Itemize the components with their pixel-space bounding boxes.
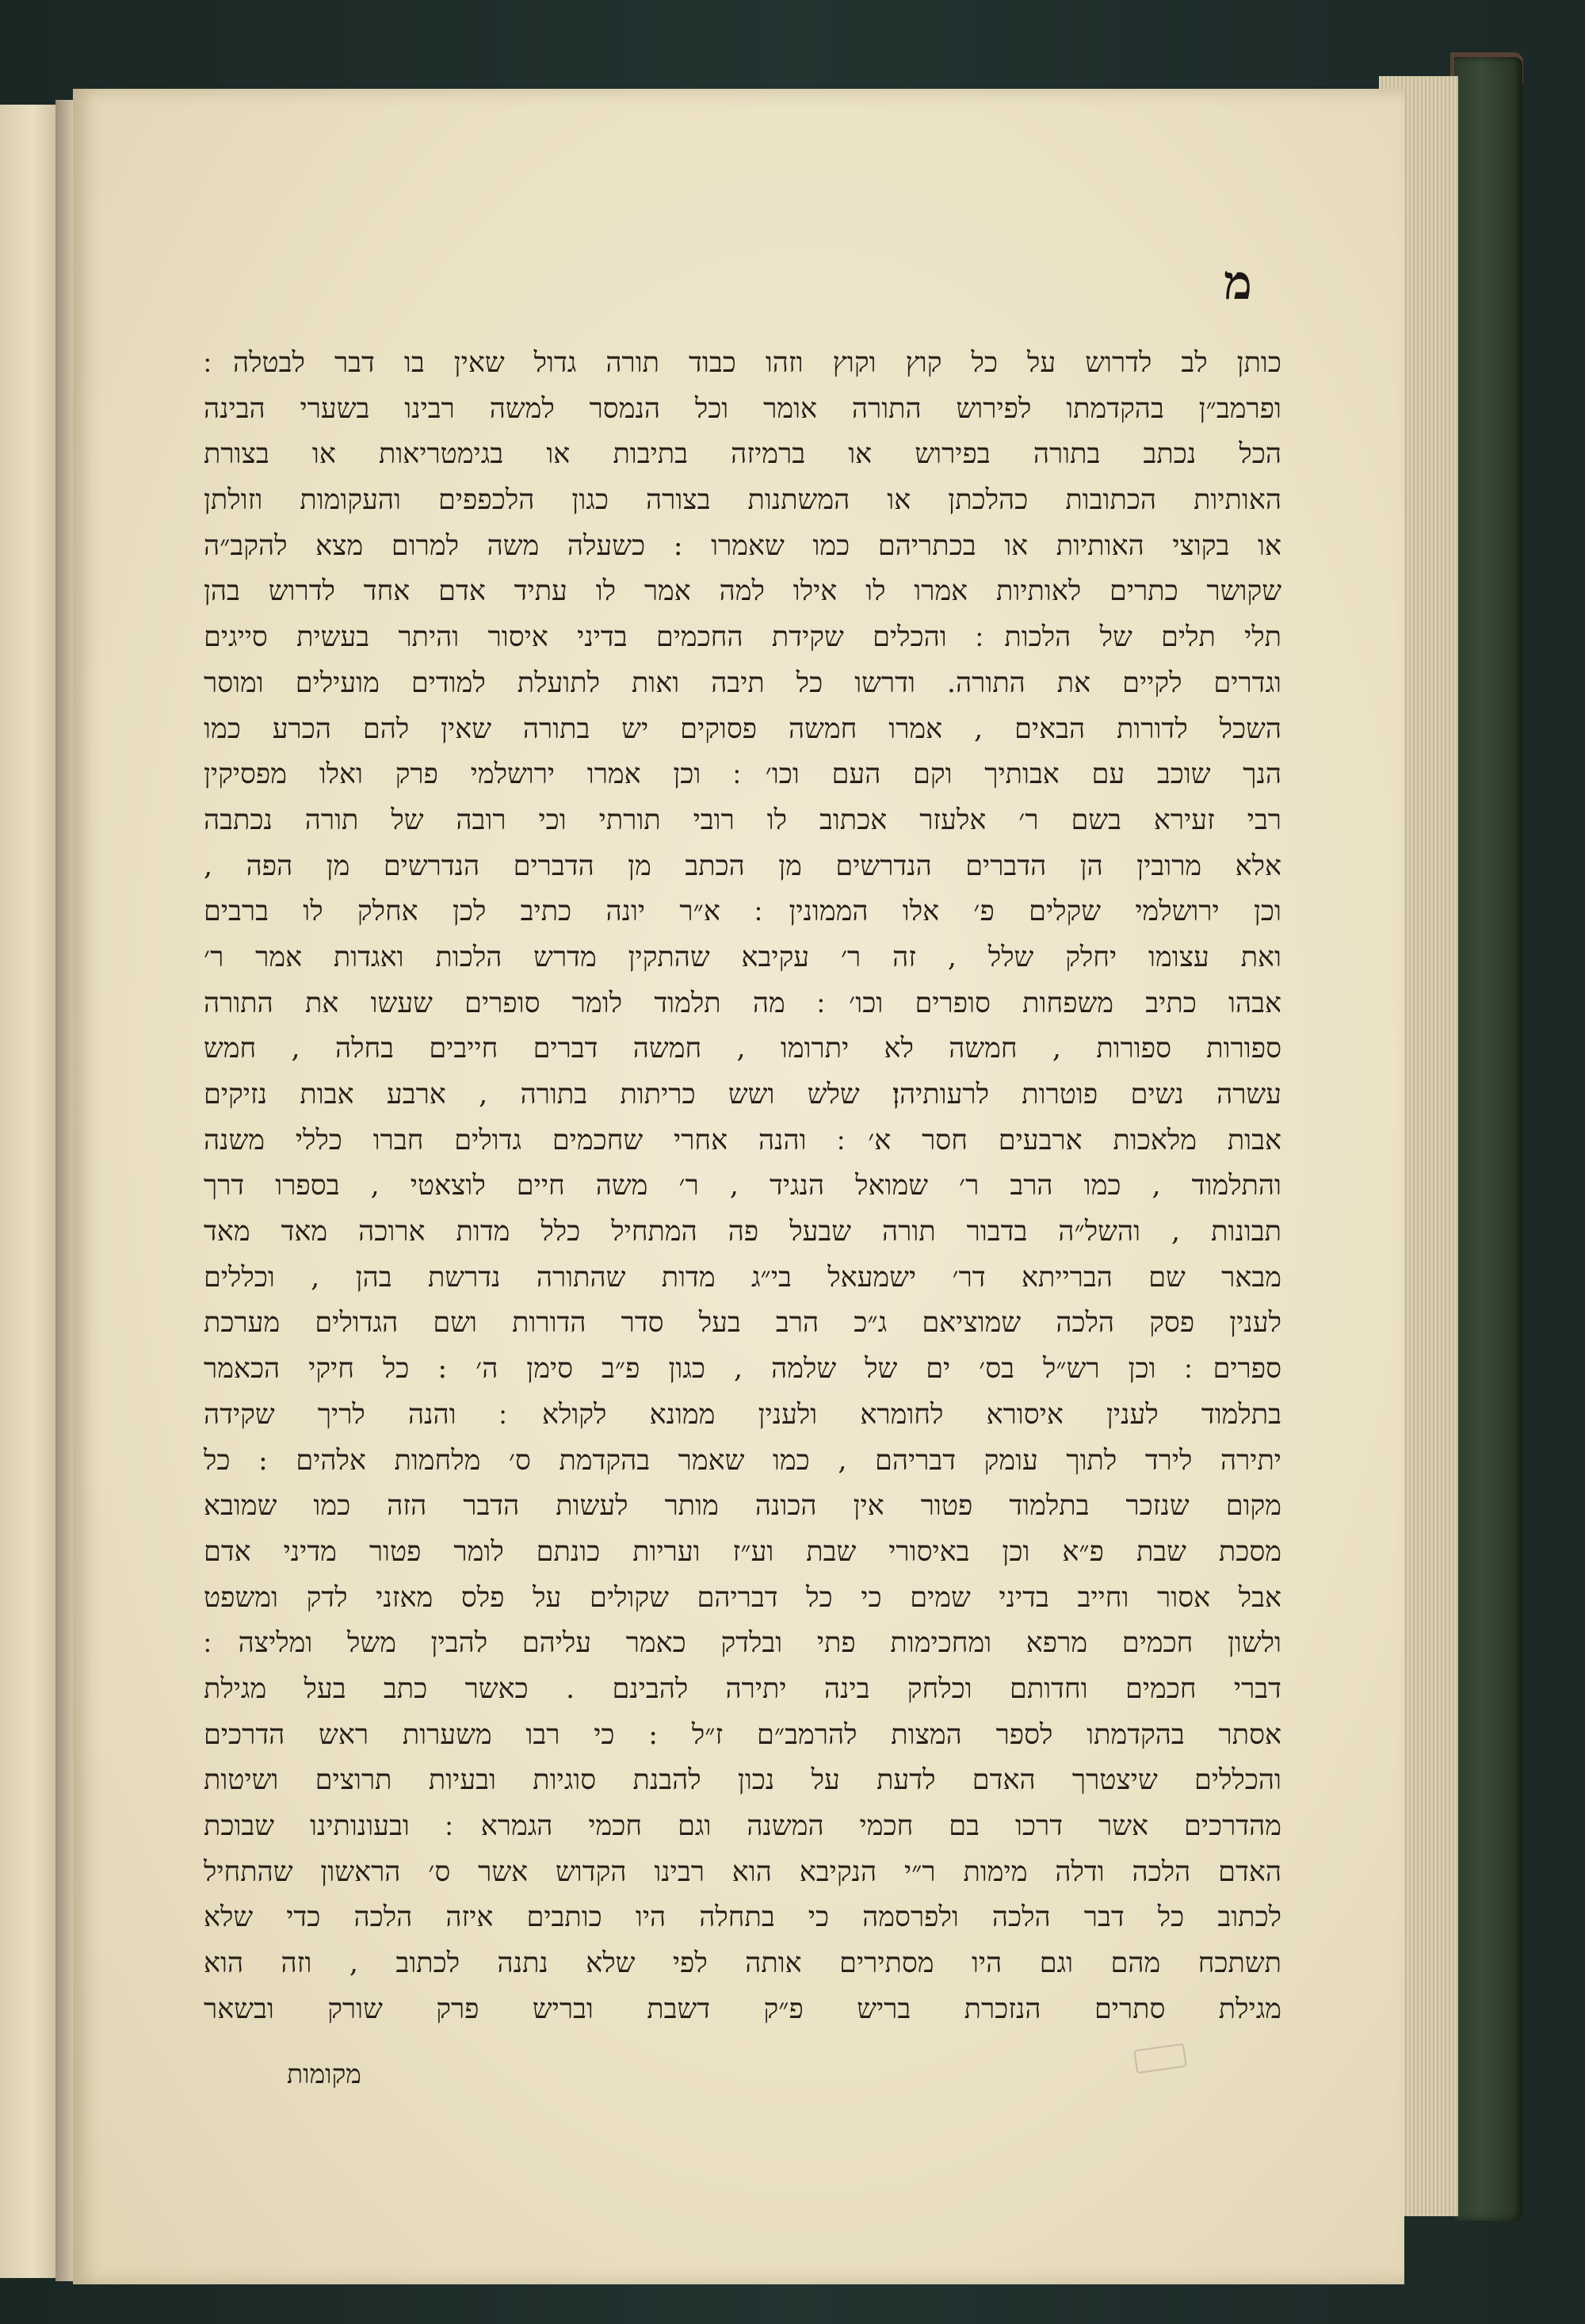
text-line: הנך שוכב עם אבותיך וקם העם וכו׳ ׃ וכן אמרו ירושלמי פרק ואלו מפסיקין [204, 759, 1281, 791]
text-line: לענין פסק הלכה שמוציאם ג״כ הרב בעל סדר הדורות ושם הגדולים מערכת [204, 1307, 1281, 1340]
text-line: מגילת סתרים הנזכרת בריש פ״ק דשבת ובריש פרק שורק ובשאר [204, 1993, 1281, 2025]
page-text-block [204, 341, 1281, 2032]
text-line: דברי חכמים וחדותם וכלחק בינה יתירה להבינם . כאשר כתב בעל מגילת [204, 1672, 1281, 1705]
text-line: האדם הלכה ודלה מימות ר״י הנקיבא הוא רבינו הקדוש אשר ס׳ הראשון שהתחיל [204, 1856, 1281, 1888]
text-line: עשרה נשים פוטרות לרעותיהן׃ שלש ושש כריתות בתורה , ארבע אבות נזיקים [204, 1079, 1281, 1110]
text-line: לכתוב כל דבר הלכה ולפרסמה כי בתחלה היו כותבים איזה הלכה כדי שלא [204, 1902, 1281, 1934]
text-line: שקושר כתרים לאותיות אמרו לו אילו למה אמר לו עתיד אדם אחד לדרוש בהן [204, 575, 1281, 608]
text-line: אסתר בהקדמתו לספר המצות להרמב״ם ז״ל : כי רבו משערות ראש הדרכים [204, 1718, 1281, 1751]
text-line: מקום שנזכר בתלמוד פטור אין הכונה מותר לעשות הדבר הזה כמו שמובא [204, 1490, 1281, 1523]
text-line: ספורות ספורות , חמשה לא יתרומו , חמשה דברים חייבים בחלה , חמש [204, 1033, 1281, 1065]
text-line: הכל נכתב בתורה בפירוש או ברמיזה בתיבות או בגימטריאות או בצורת [204, 438, 1281, 471]
text-line: האותיות הכתובות כהלכתן או המשתנות בצורה כגון הלכפפים והעקומות וזולתן [204, 484, 1281, 517]
text-line: אלא מרובין הן הדברים הנדרשים מן הכתב מן הדברים הנדרשים מן הפה , [204, 850, 1281, 882]
text-line: כותן לב לדרוש על כל קוץ וקוץ וזהו כבוד תורה גדול שאין בו דבר לבטלה ׃ [204, 347, 1281, 379]
text-line: מבאר שם הברייתא דר׳ ישמעאל בי״ג מדות שהתורה נדרשת בהן , וכללים [204, 1261, 1281, 1294]
page-number: מ [1224, 255, 1252, 311]
text-line: וכן ירושלמי שקלים פ׳ אלו הממונין ׃ א״ר יונה כתיב לכן אחלק לו ברבים [204, 896, 1281, 928]
text-line: והתלמוד , כמו הרב ר׳ שמואל הנגיד , ר׳ משה חיים לוצאטי , בספרו דרך [204, 1170, 1281, 1202]
text-line: והכללים שיצטרך האדם לדעת על נכון להבנת סוגיות ובעיות תרוצים ושיטות [204, 1764, 1281, 1797]
book-cover [1454, 57, 1522, 2221]
book-gutter [55, 100, 73, 2281]
catchword: מקומות [287, 2058, 361, 2089]
text-line: תלי תלים של הלכות ׃ והכלים שקידת החכמים בדיני איסור והיתר בעשית סייגים [204, 621, 1281, 654]
text-line: ספרים ׃ וכן רש״ל בס׳ ים של שלמה , כגון פ״ב סימן ה׳ : כל חיקי הכאמר [204, 1353, 1281, 1386]
text-line: בתלמוד לענין איסורא לחומרא ולענין ממונא לקולא ׃ והנה לריך שקידה [204, 1398, 1281, 1431]
faint-stamp [1133, 2043, 1187, 2074]
book-page [73, 89, 1404, 2284]
text-line: אבות מלאכות ארבעים חסר א׳ ׃ והנה אחרי שחכמים גדולים חברו כללי משנה [204, 1124, 1281, 1156]
text-line: יתירה לירד לתוך עומק דבריהם , כמו שאמר בהקדמת ס׳ מלחמות אלהים : כל [204, 1444, 1281, 1477]
text-line: תבונות , והשל״ה בדבור תורה שבעל פה המתחיל כלל מדות ארוכה מאד מאד [204, 1216, 1281, 1248]
text-line: ואת עצומו יחלק שלל , זה ר׳ עקיבא שהתקין מדרש הלכות ואגדות אמר ר׳ [204, 941, 1281, 973]
text-line: השכל לדורות הבאים , אמרו חמשה פסוקים יש בתורה שאין להם הכרע כמו [204, 713, 1281, 745]
text-line: ולשון חכמים מרפא ומחכימות פתי ובלדק כאמר עליהם להבין משל ומליצה ׃ [204, 1627, 1281, 1660]
facing-page-edge [0, 105, 57, 2278]
text-line: מסכת שבת פ״א וכן באיסורי שבת וע״ז ועריות כונתם לומר פטור מדיני אדם [204, 1535, 1281, 1568]
text-line: ופרמב״ן בהקדמתו לפירוש התורה אומר וכל הנמסר למשה רבינו בשערי הבינה [204, 392, 1281, 425]
text-line: רבי זעירא בשם ר׳ אלעזר אכתוב לו רובי תורתי וכי רובה של תורה נכתבה [204, 804, 1281, 836]
text-line: אבהו כתיב משפחות סופרים וכו׳ ׃ מה תלמוד לומר סופרים שעשו את התורה [204, 987, 1281, 1019]
text-line: וגדרים לקיים את התורה. ודרשו כל תיבה ואות לתועלת למודים מועילים ומוסר [204, 667, 1281, 699]
text-line: תשתכח מהם וגם היו מסתירים אותה לפי שלא נתנה לכתוב , וזה הוא [204, 1947, 1281, 1980]
text-line: מהדרכים אשר דרכו בם חכמי המשנה וגם חכמי הגמרא ׃ ובעונותינו שבוכת [204, 1810, 1281, 1842]
text-line: אבל אסור וחייב בדיני שמים כי כל דבריהם שקולים על פלס מאזני לדק ומשפט [204, 1581, 1281, 1614]
text-line: או בקוצי האותיות או בכתריהם כמו שאמרו : כשעלה משה למרום מצא להקב״ה [204, 529, 1281, 562]
